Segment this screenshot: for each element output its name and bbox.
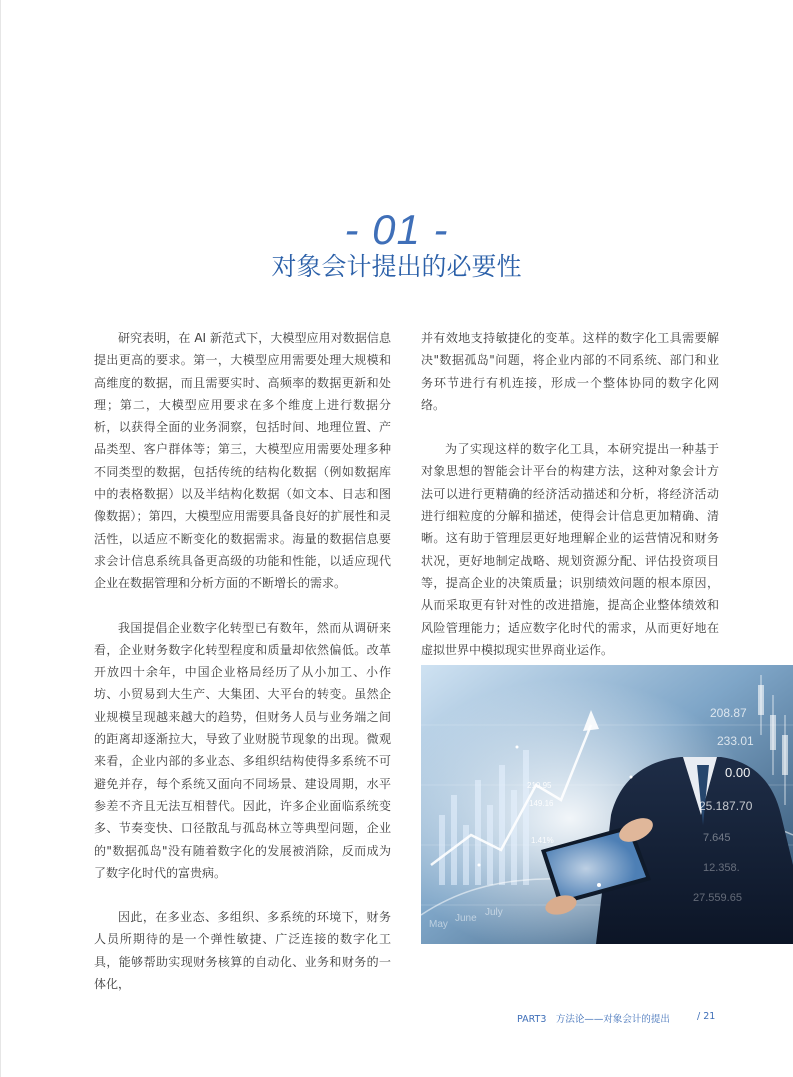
paragraph: 因此，在多业态、多组织、多系统的环境下，财务人员所期待的是一个弹性敏捷、广泛连接的数字化工具，能够帮助实现财务核算的自动化、业务和财务的一体化， bbox=[94, 910, 391, 992]
photo-readout: 233.01 bbox=[717, 734, 754, 748]
page-number: / 21 bbox=[697, 1011, 716, 1022]
photo-readout: May bbox=[429, 919, 448, 930]
footer-section-label: PART3 方法论——对象会计的提出 bbox=[517, 1014, 670, 1025]
body-column-right bbox=[421, 327, 719, 661]
photo-readout: 27.559.65 bbox=[693, 892, 742, 904]
business-tablet-photo bbox=[421, 665, 793, 944]
paragraph: 为了实现这样的数字化工具，本研究提出一种基于对象思想的智能会计平台的构建方法，这种对象会计方法可以进行更精确的经济活动描述和分析，将经济活动进行细粒度的分解和描述，使得会计信息更加精确、清晰。这有助于管理层更好地理解企业的运营情况和财务状况，更好地制定战略、规划资源分配、评估投资项目等，提高企业的决策质量；识别绩效问题的根本原因，从而采取更有针对性的改进措施，提高企业整体绩效和风险管理能力；适应数字化时代的需求，从而更好地在虚拟世界中模拟现实世界商业运作。 bbox=[421, 442, 719, 657]
photo-readout: 149.16 bbox=[529, 799, 554, 808]
section-title: 对象会计提出的必要性 bbox=[271, 252, 522, 281]
paragraph: 研究表明，在 AI 新范式下，大模型应用对数据信息提出更高的要求。第一，大模型应用需要处理大规模和高维度的数据，而且需要实时、高频率的数据更新和处理；第二，大模型应用要求在多个维度上进行数据分析，以获得全面的业务洞察，包括时间、地理位置、产品类型、客户群体等；第三，大模型应用需要处理多种不同类型的数据，包括传统的结构化数据（例如数据库中的表格数据）以及半结构化数据（如文本、日志和图像数据）；第四，大模型应用需要具备良好的扩展性和灵活性，以适应不断变化的数据需求。海量的数据信息要求会计信息系统具备更高级的功能和性能，以适应现代企业在数据管理和分析方面的不断增长的需求。 bbox=[94, 331, 391, 591]
page-edge-rule bbox=[0, 0, 1, 1077]
paragraph: 并有效地支持敏捷化的变革。这样的数字化工具需要解决"数据孤岛"问题，将企业内部的不同系统、部门和业务环节进行有机连接，形成一个整体协同的数字化网络。 bbox=[421, 331, 719, 412]
photo-readout: 208.87 bbox=[710, 706, 747, 720]
page-footer bbox=[517, 1011, 727, 1027]
section-number: - 01 - bbox=[344, 206, 449, 253]
photo-readout: 1.41% bbox=[531, 836, 554, 845]
body-column-left bbox=[94, 327, 391, 995]
photo-readout: 25.187.70 bbox=[699, 799, 753, 813]
photo-readout: June bbox=[455, 913, 477, 924]
photo-readout: 12.358. bbox=[703, 862, 740, 874]
photo-readout: 210.95 bbox=[527, 781, 552, 790]
paragraph: 我国提倡企业数字化转型已有数年，然而从调研来看，企业财务数字化转型程度和质量却依然偏低。改革开放四十余年，中国企业格局经历了从小加工、小作坊、小贸易到大生产、大集团、大平台的转变。虽然企业规模呈现越来越大的趋势，但财务人员与业务端之间的距离却逐渐拉大，导致了业财脱节现象的出现。微观来看，企业内部的多业态、多组织结构使得多系统不可避免并存，每个系统又面向不同场景、建设周期，水平参差不齐且无法互相替代。因此，许多企业面临系统变多、节奏变快、口径散乱与孤岛林立等典型问题，企业的"数据孤岛"没有随着数字化的发展被消除，反而成为了数字化时代的富贵病。 bbox=[94, 620, 391, 880]
photo-readout: 7.645 bbox=[703, 832, 731, 844]
photo-readout: 0.00 bbox=[725, 765, 751, 780]
photo-illustration bbox=[421, 665, 793, 944]
photo-readout: July bbox=[485, 907, 503, 918]
